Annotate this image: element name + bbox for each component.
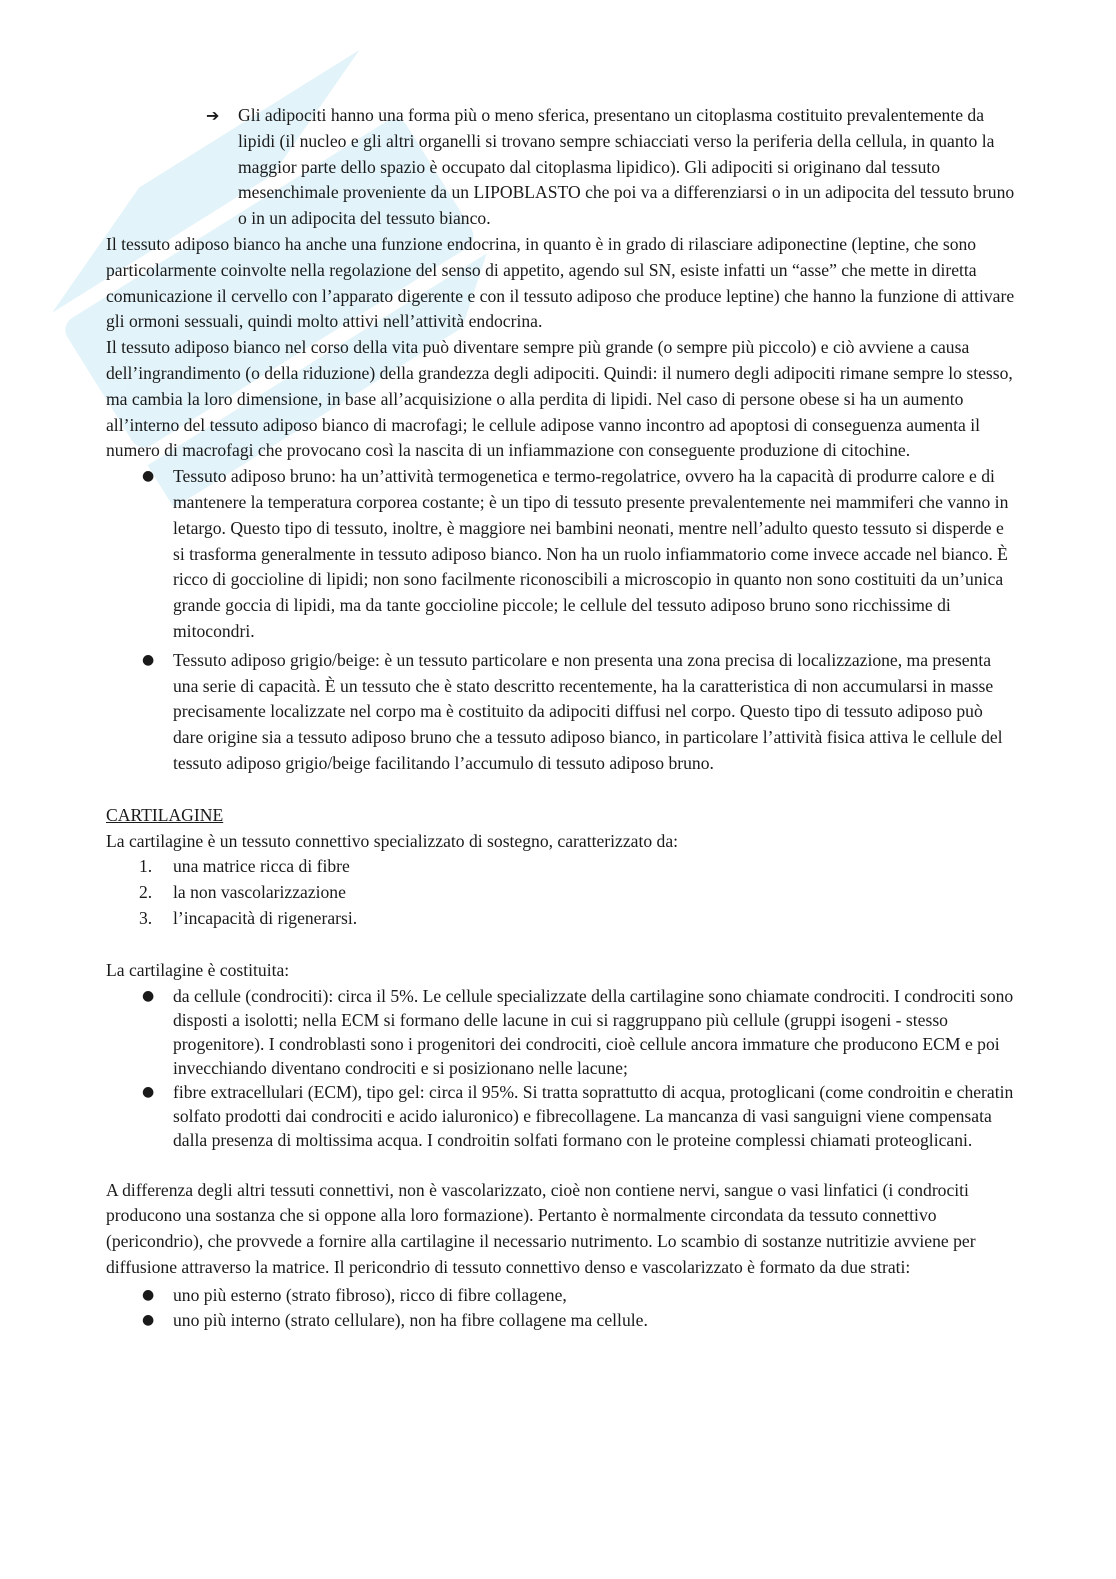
adiposo-types-list [106,464,1016,777]
list-item-text: da cellule (condrociti): circa il 5%. Le cellule specializzate della cartilagine sono chiamate condrociti. I condrociti sono disposti a isolotti; nella ECM si formano delle lacune in cui si raggruppano più cellule (gruppi isogeni - stesso progenitore). I condroblasti sono i progenitori dei condrociti, cioè cellule ancora immature che producono ECM e poi invecchiando diventano condrociti e si posizionano nelle lacune; [173,985,1014,1078]
adipociti-note: Gli adipociti hanno una forma più o meno sferica, presentano un citoplasma costituito prevalentemente da lipidi (il nucleo e gli altri organelli si trovano sempre schiacciati verso la periferia della cellula, in quanto la maggior parte dello spazio è occupato dal citoplasma lipidico). Gli adipociti si originano dal tessuto mesenchimale proveniente da un LIPOBLASTO che poi va a differenziarsi o in un adipocita del tessuto bruno o in un adipocita del tessuto bianco. [238,105,1015,229]
list-number: 1. [139,856,153,877]
list-item-text: uno più esterno (strato fibroso), ricco di fibre collagene, [173,1284,567,1305]
section-heading-cartilagine: CARTILAGINE [106,804,224,825]
arrow-right-icon: ➔ [206,106,220,125]
bullet-icon: ● [142,1083,155,1100]
bullet-icon: ● [142,1286,155,1303]
document-page [106,103,1016,1334]
list-item-text: una matrice ricca di fibre [173,856,350,877]
list-item [106,880,1016,906]
list-item [106,464,1016,645]
list-item-text: uno più interno (strato cellulare), non ha fibre collagene ma cellule. [173,1310,648,1331]
strati-list [106,1283,1016,1335]
list-item [106,984,1016,1080]
arrow-list-item [106,103,1016,232]
composition-list [106,984,1016,1152]
bullet-icon: ● [142,987,155,1004]
list-item-text: fibre extracellulari (ECM), tipo gel: circa il 95%. Si tratta soprattutto di acqua, protoglicani (come condroitin e cheratin solfato prodotti dai condrociti e acido ialuronico) e fibrecollagene. La mancanza di vasi sanguigni viene compensata dalla presenza di moltissima acqua. I condroitin solfati formano con le proteine complessi chiamati proteoglicani. [173,1081,1014,1150]
bullet-icon: ● [142,468,155,485]
features-list [106,854,1016,931]
list-item [106,1308,1016,1334]
paragraph-bianco-crescita: Il tessuto adiposo bianco nel corso della vita può diventare sempre più grande (o sempre più piccolo) e ciò avviene a causa dell’ingrandimento (o della riduzione) della grandezza degli adipociti. Quindi: il numero degli adipociti rimane sempre lo stesso, ma cambia la loro dimensione, in base all’acquisizione o alla perdita di lipidi. Nel caso di persone obese si ha un aumento all’interno del tessuto adiposo bianco di macrofagi; le cellule adipose vanno incontro ad apoptosi di conseguenza aumenta il numero di macrofagi che provocano così la nascita di un infiammazione con conseguente produzione di citochine. [106,337,1013,461]
list-number: 3. [139,907,153,928]
list-item-text: l’incapacità di rigenerarsi. [173,907,358,928]
list-item-text: Tessuto adiposo bruno: ha un’attività termogenetica e termo-regolatrice, ovvero ha la capacità di produrre calore e di mantenere la temperatura corporea costante; è un tipo di tessuto presente prevalentemente nei mammiferi che vanno in letargo. Questo tipo di tessuto, inoltre, è maggiore nei bambini neonati, mentre nell’adulto questo tessuto si disperde e si trasforma generalmente in tessuto adiposo bianco. Non ha un ruolo infiammatorio come invece accade nel bianco. È ricco di goccioline di lipidi; non sono facilmente riconoscibili a microscopio in quanto non sono costituiti da un’unica grande goccia di lipidi, ma da tante goccioline piccole; le cellule del tessuto adiposo bruno sono ricchissime di mitocondri. [173,466,1009,641]
list-item [106,1283,1016,1309]
list-item [106,906,1016,932]
composition-intro: La cartilagine è costituita: [106,959,290,980]
bullet-icon: ● [142,1312,155,1329]
paragraph-bianco-endocrino: Il tessuto adiposo bianco ha anche una funzione endocrina, in quanto è in grado di rilasciare adiponectine (leptine, che sono particolarmente coinvolte nella regolazione del senso di appetito, agendo sul SN, esiste infatti un “asse” che mette in diretta comunicazione il cervello con l’apparato digerente e con il tessuto adiposo che produce leptine) che hanno la funzione di attivare gli ormoni sessuali, quindi molto attivi nell’attività endocrina. [106,233,1015,332]
list-item [106,1080,1016,1152]
list-item [106,648,1016,777]
list-item [106,854,1016,880]
cartilagine-intro: La cartilagine è un tessuto connettivo specializzato di sostegno, caratterizzato da: [106,830,679,851]
list-item-text: la non vascolarizzazione [173,882,346,903]
bullet-icon: ● [142,651,155,668]
list-number: 2. [139,882,153,903]
paragraph-vascolarizzazione: A differenza degli altri tessuti connettivi, non è vascolarizzato, cioè non contiene nervi, sangue o vasi linfatici (i condrociti producono una sostanza che si oppone alla loro formazione). Pertanto è normalmente circondata da tessuto connettivo (pericondrio), che provvede a fornire alla cartilagine il necessario nutrimento. Lo scambio di sostanze nutritizie avviene per diffusione attraverso la matrice. Il pericondrio di tessuto connettivo denso e vascolarizzato è formato da due strati: [106,1179,976,1277]
list-item-text: Tessuto adiposo grigio/beige: è un tessuto particolare e non presenta una zona precisa di localizzazione, ma presenta una serie di capacità. È un tessuto che è stato descritto recentemente, ha la caratteristica di non accumularsi in masse precisamente localizzate nel corpo ma è costituito da adipociti diffusi nel corpo. Questo tipo di tessuto adiposo può dare origine sia a tessuto adiposo bruno che a tessuto adiposo bianco, in particolare l’attività fisica attiva le cellule del tessuto adiposo grigio/beige facilitando l’accumulo di tessuto adiposo bruno. [173,649,1003,773]
